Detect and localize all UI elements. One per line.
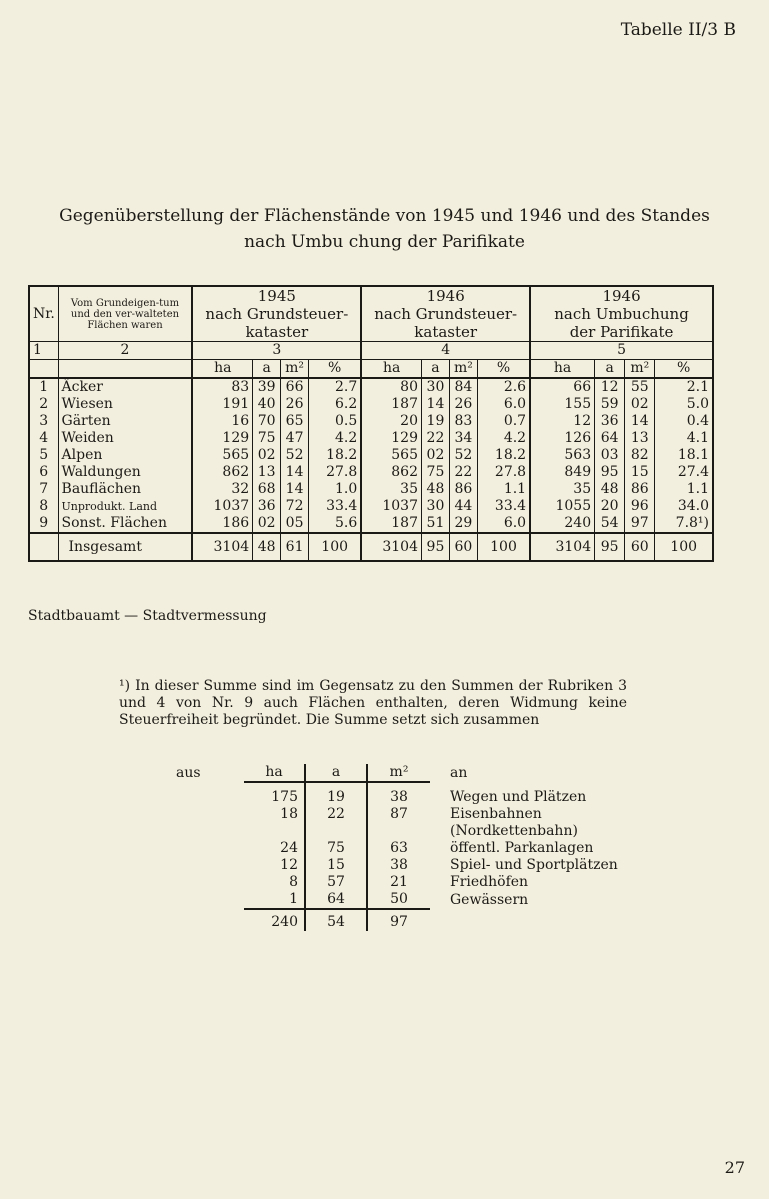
- unit-pct: %: [655, 360, 713, 379]
- cell-m2: 82: [625, 447, 655, 464]
- composition-row: [170, 823, 624, 840]
- table-row: [29, 515, 713, 533]
- cell-a: 68: [253, 481, 281, 498]
- composition-an: (Nordkettenbahn): [450, 823, 578, 839]
- cell-m2: 47: [281, 430, 309, 447]
- unit-a: a: [595, 360, 625, 379]
- cell-m2: 66: [281, 378, 309, 396]
- cell-m2: 97: [625, 515, 655, 533]
- composition-ha: 12: [244, 857, 305, 874]
- table-row: [29, 481, 713, 498]
- row-category: Wiesen: [58, 396, 192, 413]
- cell-m2: 14: [281, 464, 309, 481]
- cell-pct: 4.2: [477, 430, 530, 447]
- row-number: 5: [29, 447, 58, 464]
- cell-pct: 27.4: [677, 464, 709, 480]
- unit-pct: %: [477, 360, 530, 379]
- cell-m2: 13: [625, 430, 655, 447]
- cell-m2: 29: [449, 515, 477, 533]
- cell-a: 12: [595, 378, 625, 396]
- composition-m2: 38: [390, 857, 408, 873]
- row-number: 3: [29, 413, 58, 430]
- cell-m2: 15: [625, 464, 655, 481]
- cell-pct: 1.1: [686, 481, 709, 497]
- composition-row: [170, 806, 624, 823]
- cell-pct: 27.8: [309, 464, 362, 481]
- table-row: [29, 430, 713, 447]
- cell-pct: 5.0: [686, 396, 709, 412]
- composition-an: öffentl. Parkanlagen: [450, 840, 594, 856]
- cell-ha: 849: [530, 464, 595, 481]
- unit-ha: ha: [530, 360, 595, 379]
- page-header-label: Tabelle II/3 B: [620, 20, 736, 40]
- unit-a: a: [253, 360, 281, 379]
- composition-a: 57: [305, 874, 367, 891]
- composition-a: [305, 823, 367, 840]
- cell-pct: 1.0: [309, 481, 362, 498]
- cell-ha: 129: [361, 430, 421, 447]
- table-row: [29, 498, 713, 515]
- page-number: 27: [724, 1158, 745, 1177]
- an-label: an: [450, 764, 468, 781]
- composition-a: 15: [305, 857, 367, 874]
- cell-a: 59: [595, 396, 625, 413]
- row-number: [29, 533, 58, 561]
- composition-table: [170, 764, 624, 931]
- cell-pct: 34.0: [677, 498, 709, 514]
- cell-ha: 83: [192, 378, 252, 396]
- cell-pct: 27.8: [477, 464, 530, 481]
- cell-pct: 33.4: [477, 498, 530, 515]
- cell-m2: 84: [449, 378, 477, 396]
- cell-ha: 191: [192, 396, 252, 413]
- table-row: [29, 464, 713, 481]
- cell-m2: 72: [281, 498, 309, 515]
- composition-m2: 87: [390, 806, 408, 822]
- composition-row: [170, 874, 624, 891]
- composition-a: 64: [305, 891, 367, 909]
- unit-pct: %: [309, 360, 362, 379]
- cell-a: 39: [253, 378, 281, 396]
- row-category: Sonst. Flächen: [58, 515, 192, 533]
- cell-ha: 186: [192, 515, 252, 533]
- row-number: 4: [29, 430, 58, 447]
- cell-m2: 55: [625, 378, 655, 396]
- cell-ha: 12: [530, 413, 595, 430]
- unit-m2: m²: [281, 360, 309, 379]
- cell-pct: 2.1: [686, 379, 709, 395]
- unit-ha: ha: [192, 360, 252, 379]
- composition-an: Wegen und Plätzen: [450, 788, 587, 805]
- cell-ha: 20: [361, 413, 421, 430]
- composition-an: [430, 909, 624, 931]
- cell-a: 02: [253, 515, 281, 533]
- composition-an: Gewässern: [450, 891, 529, 908]
- composition-an: Eisenbahnen: [450, 806, 542, 822]
- cell-a: 02: [421, 447, 449, 464]
- row-category: Waldungen: [58, 464, 192, 481]
- unit-ha: ha: [361, 360, 421, 379]
- cell-a: 30: [421, 378, 449, 396]
- composition-ha: 18: [244, 806, 305, 823]
- cell-ha: 563: [530, 447, 595, 464]
- sub-header-a: a: [305, 764, 367, 782]
- cell-a: 19: [421, 413, 449, 430]
- composition-ha: [244, 823, 305, 840]
- col-num-5: 5: [530, 342, 713, 360]
- cell-m2: 83: [449, 413, 477, 430]
- cell-a: 48: [595, 481, 625, 498]
- composition-a: 19: [305, 782, 367, 806]
- row-category: Weiden: [58, 430, 192, 447]
- composition-header-row: [170, 764, 624, 782]
- row-category: Alpen: [58, 447, 192, 464]
- row-number: 8: [29, 498, 58, 515]
- cell-pct: 2.6: [477, 378, 530, 396]
- cell-pct: 0.5: [309, 413, 362, 430]
- row-category: Äcker: [58, 378, 192, 396]
- cell-a: 20: [595, 498, 625, 515]
- cell-m2: 60: [449, 533, 477, 561]
- composition-a: 54: [305, 909, 367, 931]
- cell-m2: 02: [625, 396, 655, 413]
- cell-pct: 100: [477, 533, 530, 561]
- composition-m2: [367, 823, 430, 840]
- cell-m2: 61: [281, 533, 309, 561]
- cell-a: 36: [253, 498, 281, 515]
- table-row: [29, 447, 713, 464]
- cell-a: 48: [253, 533, 281, 561]
- cell-m2: 65: [281, 413, 309, 430]
- cell-ha: 32: [192, 481, 252, 498]
- cell-pct: 100: [655, 533, 713, 561]
- cell-pct: 18.2: [309, 447, 362, 464]
- table-row: [29, 396, 713, 413]
- footnote: [119, 678, 627, 729]
- unit-a: a: [421, 360, 449, 379]
- composition-ha: 8: [244, 874, 305, 891]
- group-header-1946-umbuchung: 1946 nach Umbuchung der Parifikate: [530, 286, 713, 342]
- row-number: 2: [29, 396, 58, 413]
- cell-m2: 14: [281, 481, 309, 498]
- cell-ha: 66: [530, 378, 595, 396]
- cell-pct: 18.1: [677, 447, 709, 463]
- cell-pct: 5.6: [309, 515, 362, 533]
- cell-pct: 6.0: [477, 396, 530, 413]
- row-number: 6: [29, 464, 58, 481]
- cell-ha: 16: [192, 413, 252, 430]
- title-line-1: Gegenüberstellung der Flächenstände von 1945 und 1946 und des Standes: [59, 206, 710, 226]
- cell-m2: 52: [281, 447, 309, 464]
- cell-a: 22: [421, 430, 449, 447]
- category-header: Vom Grundeigen-tum und den ver-walteten Flächen waren: [58, 286, 192, 342]
- cell-m2: 96: [625, 498, 655, 515]
- column-number-row: [29, 342, 713, 360]
- cell-ha: 35: [530, 481, 595, 498]
- area-comparison-table: [28, 285, 714, 562]
- cell-a: 64: [595, 430, 625, 447]
- cell-ha: 155: [530, 396, 595, 413]
- cell-pct: 18.2: [477, 447, 530, 464]
- unit-m2: m²: [625, 360, 655, 379]
- cell-ha: 1037: [361, 498, 421, 515]
- cell-m2: 14: [625, 413, 655, 430]
- cell-m2: 86: [449, 481, 477, 498]
- cell-ha: 240: [530, 515, 595, 533]
- unit-m2: m²: [449, 360, 477, 379]
- cell-a: 54: [595, 515, 625, 533]
- composition-ha: 175: [244, 782, 305, 806]
- group-header-1945: 1945 nach Grundsteuer- kataster: [192, 286, 361, 342]
- composition-m2: 50: [390, 891, 408, 907]
- composition-m2: 21: [390, 874, 408, 890]
- cell-m2: 34: [449, 430, 477, 447]
- cell-ha: 3104: [192, 533, 252, 561]
- cell-pct: 1.1: [477, 481, 530, 498]
- cell-a: 95: [421, 533, 449, 561]
- row-category: Insgesamt: [58, 533, 192, 561]
- nr-header: Nr.: [29, 286, 58, 342]
- composition-m2: 63: [390, 840, 408, 856]
- cell-ha: 1055: [530, 498, 595, 515]
- table-row: [29, 378, 713, 396]
- row-category: Bauflächen: [58, 481, 192, 498]
- composition-total-row: [170, 909, 624, 931]
- group-header-1946-kataster: 1946 nach Grundsteuer- kataster: [361, 286, 530, 342]
- composition-m2: 97: [367, 909, 430, 931]
- composition-m2: 38: [367, 782, 430, 806]
- cell-pct: 4.2: [309, 430, 362, 447]
- cell-a: 48: [421, 481, 449, 498]
- cell-m2: 44: [449, 498, 477, 515]
- col-num-3: 3: [192, 342, 361, 360]
- aus-label: aus: [176, 764, 201, 781]
- cell-m2: 05: [281, 515, 309, 533]
- composition-ha: 240: [244, 909, 305, 931]
- cell-pct: 33.4: [309, 498, 362, 515]
- cell-a: 95: [595, 464, 625, 481]
- cell-ha: 565: [192, 447, 252, 464]
- composition-a: 22: [305, 806, 367, 823]
- cell-ha: 862: [361, 464, 421, 481]
- footnote-marker: ¹): [119, 678, 131, 694]
- table-header-row: [29, 286, 713, 342]
- composition-row: [170, 782, 624, 806]
- cell-ha: 80: [361, 378, 421, 396]
- total-row: [29, 533, 713, 561]
- cell-m2: 52: [449, 447, 477, 464]
- cell-ha: 1037: [192, 498, 252, 515]
- cell-pct: 4.1: [686, 430, 709, 446]
- row-number: 9: [29, 515, 58, 533]
- cell-a: 75: [421, 464, 449, 481]
- cell-a: 02: [253, 447, 281, 464]
- row-number: 1: [29, 378, 58, 396]
- composition-an: Spiel- und Sportplätzen: [450, 857, 618, 873]
- sub-header-m2: m²: [389, 764, 409, 780]
- col-num-4: 4: [361, 342, 530, 360]
- cell-ha: 126: [530, 430, 595, 447]
- composition-an: Friedhöfen: [450, 874, 529, 890]
- cell-pct: 6.0: [477, 515, 530, 533]
- cell-pct: 7.8¹): [675, 515, 709, 531]
- cell-ha: 565: [361, 447, 421, 464]
- cell-ha: 187: [361, 515, 421, 533]
- cell-ha: 35: [361, 481, 421, 498]
- cell-a: 13: [253, 464, 281, 481]
- composition-a: 75: [305, 840, 367, 857]
- cell-ha: 3104: [361, 533, 421, 561]
- cell-ha: 129: [192, 430, 252, 447]
- composition-ha: 24: [244, 840, 305, 857]
- cell-a: 14: [421, 396, 449, 413]
- unit-row: [29, 360, 713, 379]
- cell-m2: 26: [281, 396, 309, 413]
- cell-pct: 100: [309, 533, 362, 561]
- cell-ha: 3104: [530, 533, 595, 561]
- composition-row: [170, 840, 624, 857]
- cell-m2: 26: [449, 396, 477, 413]
- cell-a: 03: [595, 447, 625, 464]
- page-title: [0, 203, 769, 255]
- cell-a: 40: [253, 396, 281, 413]
- cell-a: 95: [595, 533, 625, 561]
- composition-row: [170, 891, 624, 909]
- source-note: Stadtbauamt — Stadtvermessung: [28, 608, 267, 624]
- footnote-text: In dieser Summe sind im Gegensatz zu den Summen der Rubriken 3 und 4 von Nr. 9 auch Flächen enthalten, deren Widmung keine Steuerfreiheit begründet. Die Summe setzt sich zusammen: [119, 678, 627, 728]
- cell-a: 36: [595, 413, 625, 430]
- row-number: 7: [29, 481, 58, 498]
- cell-a: 70: [253, 413, 281, 430]
- cell-ha: 187: [361, 396, 421, 413]
- cell-a: 30: [421, 498, 449, 515]
- col-num-2: 2: [58, 342, 192, 360]
- composition-ha: 1: [244, 891, 305, 909]
- cell-pct: 6.2: [309, 396, 362, 413]
- cell-m2: 22: [449, 464, 477, 481]
- title-line-2: nach Umbu chung der Parifikate: [244, 232, 525, 252]
- row-category: Gärten: [58, 413, 192, 430]
- cell-a: 51: [421, 515, 449, 533]
- cell-pct: 2.7: [309, 378, 362, 396]
- sub-header-ha: ha: [244, 764, 305, 782]
- row-category: Unprodukt. Land: [58, 498, 192, 515]
- cell-a: 75: [253, 430, 281, 447]
- cell-m2: 60: [625, 533, 655, 561]
- col-num-1: 1: [29, 342, 58, 360]
- cell-pct: 0.4: [686, 413, 709, 429]
- cell-m2: 86: [625, 481, 655, 498]
- cell-pct: 0.7: [477, 413, 530, 430]
- table-row: [29, 413, 713, 430]
- composition-row: [170, 857, 624, 874]
- cell-ha: 862: [192, 464, 252, 481]
